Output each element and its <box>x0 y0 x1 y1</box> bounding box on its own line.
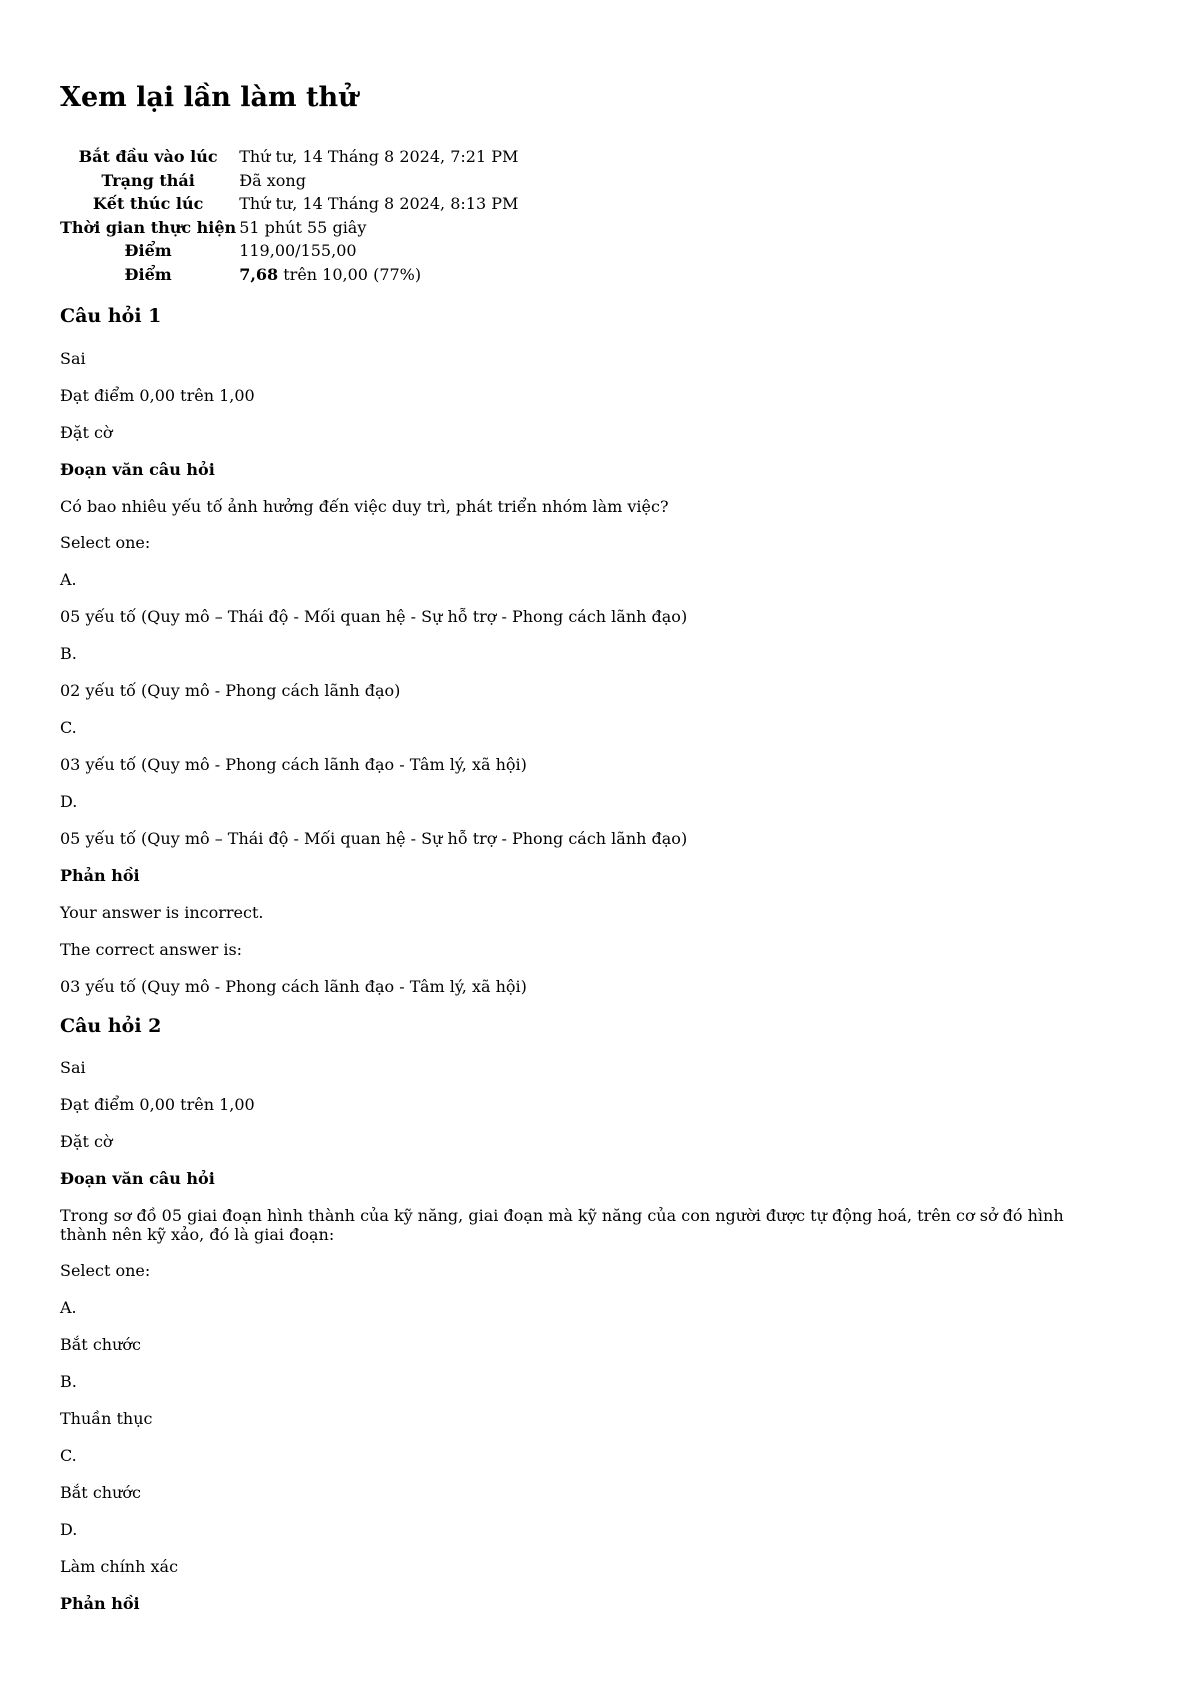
correct-answer-text: 03 yếu tố (Quy mô - Phong cách lãnh đạo - Tâm lý, xã hội) <box>60 976 527 996</box>
question-heading: Câu hỏi 2 <box>60 1014 162 1037</box>
select-one-label: Select one: <box>60 532 151 552</box>
summary-label: Thời gian thực hiện <box>60 217 237 237</box>
summary-row-grade <box>60 263 518 287</box>
summary-row-time-taken <box>60 216 518 240</box>
feedback-label: Phản hồi <box>60 865 140 885</box>
summary-label: Trạng thái <box>101 170 195 190</box>
option-letter[interactable]: D. <box>60 791 78 811</box>
question-status: Sai <box>60 1058 86 1078</box>
question-1 <box>60 304 1140 997</box>
option-text[interactable]: Bắt chước <box>60 1335 141 1355</box>
option-letter[interactable]: B. <box>60 1372 77 1392</box>
flag-question-link[interactable]: Đặt cờ <box>60 422 113 442</box>
question-text: Có bao nhiêu yếu tố ảnh hưởng đến việc duy trì, phát triển nhóm làm việc? <box>60 496 669 516</box>
option-text[interactable]: 03 yếu tố (Quy mô - Phong cách lãnh đạo - Tâm lý, xã hội) <box>60 754 527 774</box>
option-letter[interactable]: A. <box>60 569 77 589</box>
feedback-text: Your answer is incorrect. <box>60 902 264 922</box>
summary-row-marks <box>60 239 518 263</box>
question-status: Sai <box>60 348 86 368</box>
grade-value: 7,68 <box>239 264 279 284</box>
feedback-label: Phản hồi <box>60 1594 140 1614</box>
summary-row-started <box>60 145 518 169</box>
question-heading: Câu hỏi 1 <box>60 305 162 328</box>
option-letter[interactable]: B. <box>60 643 77 663</box>
summary-value: 51 phút 55 giây <box>239 217 367 237</box>
question-text-label: Đoạn văn câu hỏi <box>60 1169 215 1189</box>
option-text[interactable]: 05 yếu tố (Quy mô – Thái độ - Mối quan hệ - Sự hỗ trợ - Phong cách lãnh đạo) <box>60 606 688 626</box>
option-letter[interactable]: A. <box>60 1298 77 1318</box>
question-text-label: Đoạn văn câu hỏi <box>60 459 215 479</box>
summary-row-state <box>60 169 518 193</box>
question-text: Trong sơ đồ 05 giai đoạn hình thành của kỹ năng, giai đoạn mà kỹ năng của con người được tự động hoá, trên cơ sở đó hình thành nên kỹ xảo, đó là giai đoạn: <box>60 1206 1064 1245</box>
correct-answer-label: The correct answer is: <box>60 939 243 959</box>
summary-row-completed <box>60 192 518 216</box>
grade-rest: trên 10,00 (77%) <box>278 264 422 284</box>
question-mark: Đạt điểm 0,00 trên 1,00 <box>60 1095 255 1115</box>
option-letter[interactable]: D. <box>60 1520 78 1540</box>
summary-label: Điểm <box>124 241 172 261</box>
summary-label: Kết thúc lúc <box>92 194 204 214</box>
attempt-summary-table <box>60 145 518 286</box>
option-text[interactable]: 05 yếu tố (Quy mô – Thái độ - Mối quan hệ - Sự hỗ trợ - Phong cách lãnh đạo) <box>60 828 688 848</box>
option-letter[interactable]: C. <box>60 717 77 737</box>
option-text[interactable]: 02 yếu tố (Quy mô - Phong cách lãnh đạo) <box>60 680 401 700</box>
question-mark: Đạt điểm 0,00 trên 1,00 <box>60 385 255 405</box>
question-2 <box>60 1014 1140 1615</box>
summary-value <box>239 263 518 287</box>
page-title: Xem lại lần làm thử <box>60 82 358 113</box>
option-text[interactable]: Làm chính xác <box>60 1557 179 1577</box>
summary-value: Thứ tư, 14 Tháng 8 2024, 8:13 PM <box>239 194 519 214</box>
option-text[interactable]: Thuần thục <box>60 1409 153 1429</box>
summary-value: Thứ tư, 14 Tháng 8 2024, 7:21 PM <box>239 147 519 167</box>
option-letter[interactable]: C. <box>60 1446 77 1466</box>
summary-label: Điểm <box>124 264 172 284</box>
summary-label: Bắt đầu vào lúc <box>78 147 218 167</box>
summary-value: 119,00/155,00 <box>239 241 357 261</box>
select-one-label: Select one: <box>60 1261 151 1281</box>
option-text[interactable]: Bắt chước <box>60 1483 141 1503</box>
flag-question-link[interactable]: Đặt cờ <box>60 1132 113 1152</box>
summary-value: Đã xong <box>239 170 306 190</box>
